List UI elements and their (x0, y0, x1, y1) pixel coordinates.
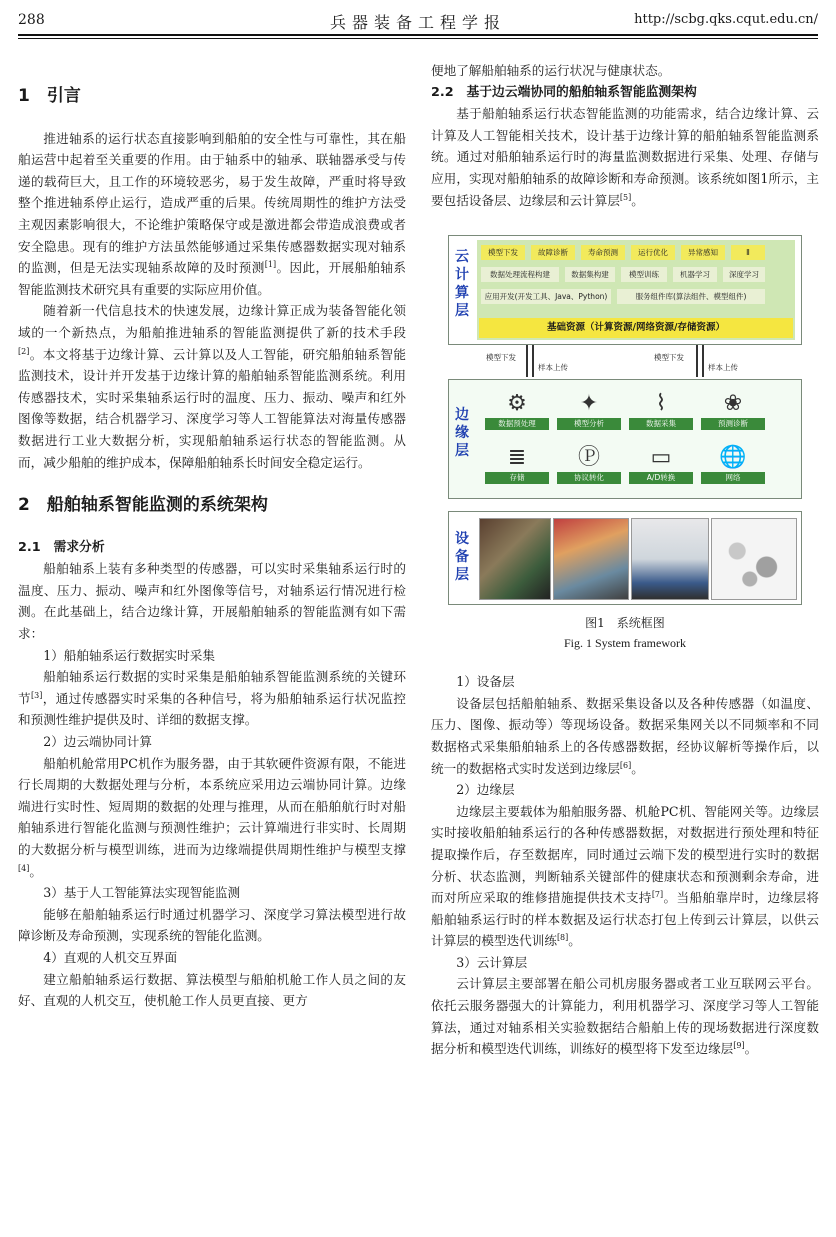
citation[interactable]: [2] (18, 346, 30, 356)
paragraph: 云计算层主要部署在船公司机房服务器或者工业互联网云平台。依托云服务器强大的计算能力，利用机器学习、深度学习等人工智能算法，通过对轴系相关实验数据结合船舶上传的现场数据进行深度数据分析和模型迭代训练，训练好的模型将下发至边缘层[9]。 (431, 976, 819, 1057)
edge-layer-title: 边缘层 (455, 407, 469, 460)
paragraph: 随着新一代信息技术的快速发展，边缘计算正成为装备智能化领域的一个新热点，为船舶推进轴系的智能监测提供了新的技术手段[2]。本文将基于边缘计算、云计算以及人工智能，研究船舶轴系智能监测技术，设计并开发基于边缘计算的船舶轴系智能监测系统。利用传感器技术，实时采集轴系运行时的温度、压力、振动、噪声和红外图像等数据，结合机器学习、深度学习等人工智能算法对海量传感器数据进行工业大数据分析，实现船舶轴系运行状态的智能监测。从而，减少船舶的维护成本，保障船舶轴系长时间安全稳定运行。 (18, 303, 406, 470)
layer-1-heading: 1）设备层 (456, 674, 515, 690)
requirement-2: 2）边云端协同计算 (43, 734, 152, 750)
left-column (18, 64, 406, 1012)
cloud-services-panel (477, 240, 795, 340)
citation[interactable]: [4] (18, 863, 30, 873)
flow-label: 样本上传 (708, 363, 738, 373)
figure-caption (431, 613, 819, 653)
protocol-icon: Ⓟ (577, 445, 600, 471)
flow-label: 模型下发 (654, 353, 684, 363)
paragraph: 船舶轴系运行数据的实时采集是船舶轴系智能监测系统的关键环节[3]，通过传感器实时采集的各种信号，将为船舶轴系运行状况监控和预测性维护提供及时、详细的数据支撑。 (18, 669, 407, 728)
sensors-photo (711, 518, 797, 600)
cloud-chip: 异常感知 (681, 245, 725, 260)
edge-item: 🌐 网络 (701, 440, 765, 492)
paragraph: 基于船舶轴系运行状态智能监测的功能需求，结合边缘计算、云计算及人工智能相关技术，设计基于边缘计算的船舶轴系智能监测系统。通过对船舶轴系运行时的海量监测数据进行采集、处理、存储与应用，实现对船舶轴系的故障诊断和寿命预测。该系统如图1所示，主要包括设备层、边缘层和云计算层[5]。 (431, 106, 819, 208)
test-bench-photo (631, 518, 709, 600)
page-number: 288 (18, 12, 45, 28)
bearing-rig-photo (553, 518, 629, 600)
citation[interactable]: [5] (619, 192, 632, 202)
citation[interactable]: [9] (733, 1041, 745, 1051)
edge-item: ⌇ 数据采集 (629, 386, 693, 438)
system-framework-figure (448, 235, 802, 603)
paragraph: 能够在船舶轴系运行时通过机器学习、深度学习算法模型进行故障诊断及寿命预测，实现系统的智能化监测。 (18, 906, 406, 944)
edge-item: ❀ 预测诊断 (701, 386, 765, 438)
flow-label: 模型下发 (486, 353, 516, 363)
flow-label: 样本上传 (538, 363, 568, 373)
cloud-chip: Ⅱ (731, 245, 765, 260)
section-1-heading: 1 引言 (18, 86, 81, 106)
paragraph: 建立船舶轴系运行数据、算法模型与船舶机舱工作人员之间的友好、直观的人机交互，使机舱工作人员更直接、更方 (18, 971, 406, 1009)
cloud-layer (448, 235, 802, 345)
right-column (431, 60, 819, 1060)
edge-services-panel (477, 384, 795, 494)
paragraph: 推进轴系的运行状态直接影响到船舶的安全性与可靠性，其在船舶运营中起着至关重要的作用。由于轴系中的轴承、联轴器承受与传递的载荷巨大，且工作的环境较恶劣，易于发生故障，严重时将导致整个推进轴系停止运行，造成严重的后果。传统周期性的维护方法受主观因素影响很大，不论维护策略保守或是激进都会带造成浪费或者安全隐患。现有的维护方法虽然能够通过采集传感器数据实现对轴系的监测，但是无法实现轴系故障的及时预测[1]。因此，开展船舶轴系智能监测技术研究具有重要的实际应用价值。 (18, 130, 407, 297)
shaft-photo (479, 518, 551, 600)
down-arrow-icon (696, 345, 698, 377)
cloud-chip: 故障诊断 (531, 245, 575, 260)
down-arrow-icon (526, 345, 528, 377)
journal-name: 兵器装备工程学报 (329, 13, 506, 32)
cloud-layer-title: 云计算层 (455, 249, 469, 320)
citation[interactable]: [7] (651, 889, 664, 899)
cloud-chip: 应用开发(开发工具、Java、Python) (481, 289, 611, 304)
section-2-heading: 2 船舶轴系智能监测的系统架构 (18, 495, 268, 516)
data-preprocess-icon: ⚙ (507, 391, 527, 417)
edge-item: ⚙ 数据预处理 (485, 386, 549, 438)
caption-cn: 图1 系统框图 (585, 616, 665, 631)
citation[interactable]: [3] (31, 690, 43, 700)
edge-item: ≣ 存储 (485, 440, 549, 492)
subsection-2-2-heading: 2.2 基于边云端协同的船舶轴系智能监测架构 (431, 84, 697, 100)
signal-monitor-icon: ⌇ (655, 391, 667, 417)
paragraph: 船舶轴系上装有多种类型的传感器，可以实时采集轴系运行时的温度、压力、振动、噪声和红外图像等信号，对轴系运行情况进行检测。在此基础上，结合边缘计算，开展船舶轴系的智能监测有如下需求： (18, 561, 406, 642)
running-header (18, 10, 818, 32)
cloud-chip: 服务组件库(算法组件、模型组件) (617, 289, 765, 304)
brain-diagnosis-icon: ❀ (723, 391, 743, 417)
cloud-chip: 模型训练 (621, 267, 667, 282)
device-layer-title: 设备层 (455, 531, 469, 584)
up-arrow-icon (702, 345, 704, 377)
layer-2-heading: 2）边缘层 (456, 782, 515, 798)
requirement-4: 4）直观的人机交互界面 (43, 949, 178, 965)
paragraph: 设备层包括船舶轴系、数据采集设备以及各种传感器（如温度、压力、图像、振动等）等现场设备。数据采集网关以不同频率和不同数据格式采集船舶轴系上的各传感器数据，经协议解析等操作后，以统一的数据格式实时发送到边缘层[6]。 (431, 695, 819, 776)
header-rule-thin (18, 38, 818, 39)
cloud-chip: 模型下发 (481, 245, 525, 260)
database-icon: ≣ (507, 445, 527, 471)
subsection-2-1-heading: 2.1 需求分析 (18, 539, 105, 555)
cloud-base-resources: 基础资源（计算资源/网络资源/存储资源） (479, 318, 793, 338)
edge-item: ▭ A/D转换 (629, 440, 693, 492)
edge-item: ✦ 模型分析 (557, 386, 621, 438)
cloud-chip: 数据集构建 (565, 267, 615, 282)
layer-3-heading: 3）云计算层 (456, 954, 528, 970)
requirement-1: 1）船舶轴系运行数据实时采集 (43, 647, 215, 663)
paragraph: 边缘层主要载体为船舶服务器、机舱PC机、智能网关等。边缘层实时接收船舶轴系运行的各种传感器数据，对数据进行预处理和特征提取操作后，存至数据库，同时通过云端下发的模型进行实时的数据分析、状态监测，判断轴系关键部件的健康状态和预测剩余寿命，进而对所应采取的维修措施提供技术支持[7]。当船舶靠岸时，边缘层将船舶轴系运行时的样本数据及运行状态打包上传到云计算层，以供云计算层的模型迭代训练[8]。 (431, 803, 820, 949)
up-arrow-icon (532, 345, 534, 377)
cloud-chip: 机器学习 (673, 267, 717, 282)
citation[interactable]: [6] (619, 760, 632, 770)
paragraph-continued: 便地了解船舶轴系的运行状况与健康状态。 (431, 63, 671, 78)
edge-item: Ⓟ 协议转化 (557, 440, 621, 492)
citation[interactable]: [8] (556, 933, 569, 943)
cloud-chip: 寿命预测 (581, 245, 625, 260)
cloud-chip: 深度学习 (723, 267, 765, 282)
network-model-icon: ✦ (579, 391, 599, 417)
edge-layer (448, 379, 802, 499)
header-rule (18, 34, 818, 36)
requirement-3: 3）基于人工智能算法实现智能监测 (43, 885, 241, 901)
ad-converter-icon: ▭ (650, 445, 672, 471)
caption-en: Fig. 1 System framework (564, 636, 686, 651)
cloud-chip: 数据处理流程构建 (481, 267, 559, 282)
globe-network-icon: 🌐 (719, 445, 747, 471)
paragraph: 船舶机舱常用PC机作为服务器，由于其软硬件资源有限，不能进行长周期的大数据处理与分析，本系统应采用边云端协同计算。边缘端进行实时性、短周期的数据的处理与推理，从而在船舶航行时对船舶轴系进行智能化监测与预测性维护；云计算端进行非实时、长周期的大数据分析与模型训练，进而为边缘端提供周期性维护与模型支撑[4]。 (18, 755, 406, 879)
device-layer (448, 511, 802, 605)
citation[interactable]: [1] (264, 259, 277, 269)
journal-url[interactable]: http://scbg.qks.cqut.edu.cn/ (634, 12, 818, 27)
cloud-chip: 运行优化 (631, 245, 675, 260)
